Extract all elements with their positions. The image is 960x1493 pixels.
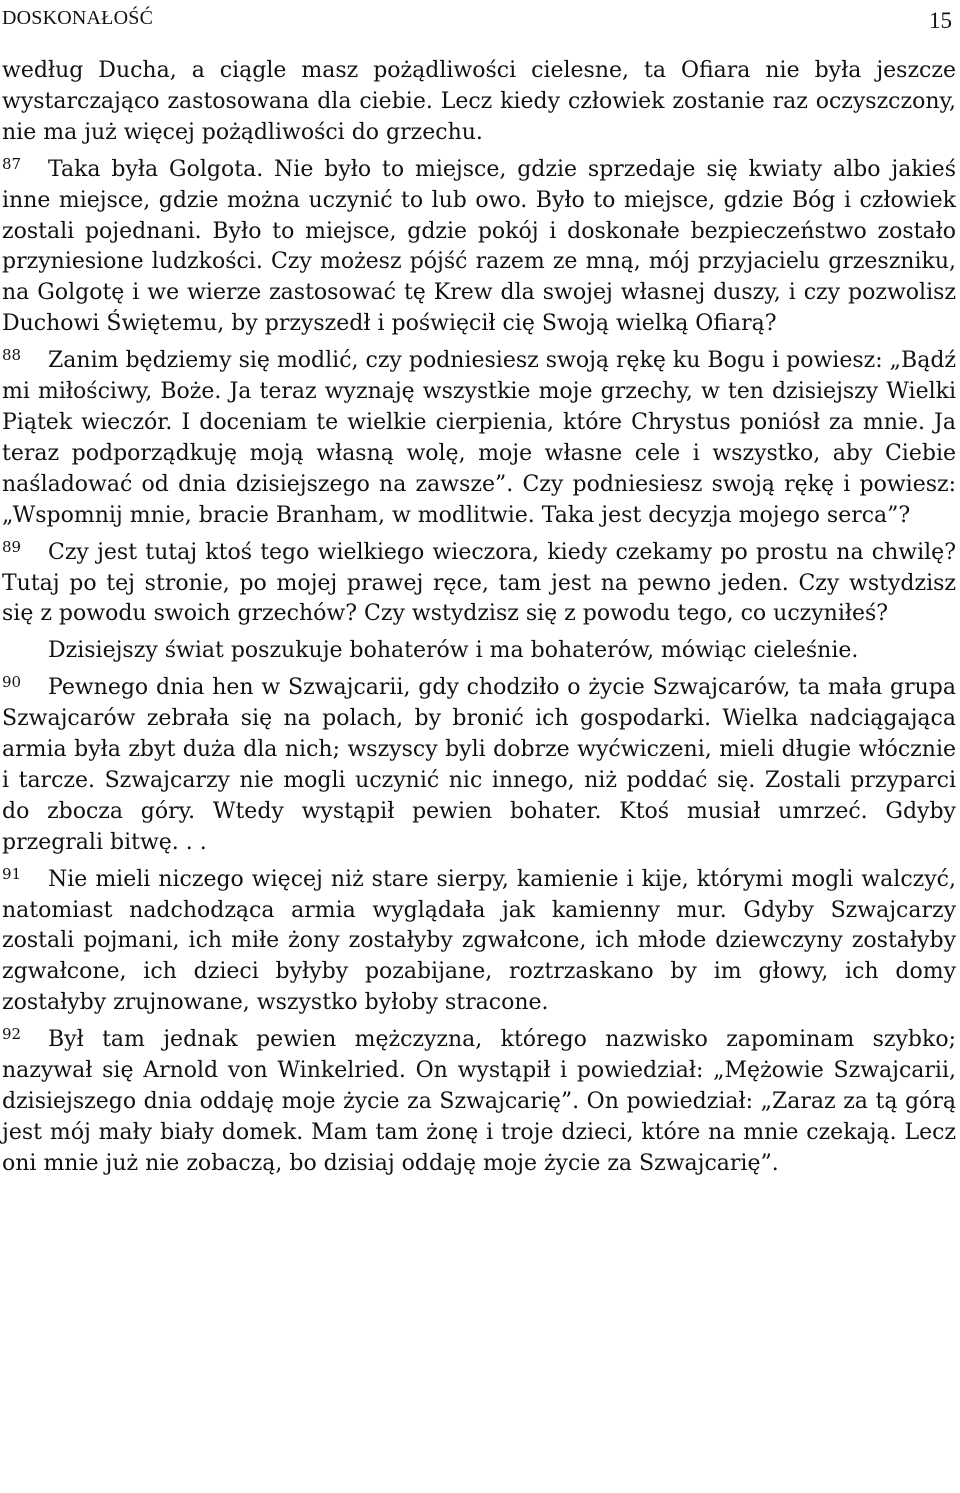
paragraph-text: według Ducha, a ciągle masz pożądliwości cielesne, ta Ofiara nie była jeszcze wystarczająco zastosowana dla ciebie. Lecz kiedy człowiek zostanie raz oczyszczony, nie ma już więcej pożądliwości do grzechu. (2, 58, 956, 145)
paragraph-number: 90 (2, 673, 22, 692)
paragraph-text: Pewnego dnia hen w Szwajcarii, gdy chodziło o życie Szwajcarów, ta mała grupa Szwajcarów zebrała się na polach, by bronić ich gospodarki. Wielka nadciągająca armia była zbyt duża dla nich; wszyscy byli dobrze wyćwiczeni, mieli długie włócznie i tarcze. Szwajcarzy nie mogli uczynić nic innego, niż poddać się. Zostali przyparci do zbocza góry. Wtedy wystąpił pewien bohater. Ktoś musiał umrzeć. Gdyby przegrali bitwę. . . (2, 675, 956, 855)
paragraph-text: Dzisiejszy świat poszukuje bohaterów i ma bohaterów, mówiąc cieleśnie. (48, 638, 859, 664)
paragraph-number: 88 (2, 346, 22, 365)
paragraph-number: 92 (2, 1025, 22, 1044)
paragraph-text: Czy jest tutaj ktoś tego wielkiego wieczora, kiedy czekamy po prostu na chwilę? Tutaj po tej stronie, po mojej prawej ręce, tam jest na pewno jeden. Czy wstydzisz się z powodu swoich grzechów? Czy wstydzisz się z powodu tego, co uczyniłeś? (2, 539, 956, 627)
paragraph-text: Taka była Golgota. Nie było to miejsce, gdzie sprzedaje się kwiaty albo jakieś inne miejsce, gdzie można uczynić to lub owo. Było to miejsce, gdzie Bóg i człowiek zostali pojednani. Było to miejsce, gdzie pokój i doskonałe bezpieczeństwo zostało przyniesione ludzkości. Czy możesz pójść razem ze mną, mój przyjacielu grzeszniku, na Golgotę i we wierze zastosować tę Krew dla swojej własnej duszy, i czy pozwolisz Duchowi Świętemu, by przyszedł i poświęcił cię Swoją wielką Ofiarą? (2, 156, 956, 337)
paragraph-text: Zanim będziemy się modlić, czy podniesiesz swoją rękę ku Bogu i powiesz: „Bądź mi miłościwy, Boże. Ja teraz wyznaję wszystkie moje grzechy, w ten dzisiejszy Wielki Piątek wieczór. I doceniam te wielkie cierpienia, które Chrystus poniósł za mnie. Ja teraz podporządkuję moją własną wolę, moje własne cele i wszystko, aby Ciebie naśladować od dnia dzisiejszego na zawsze”. Czy podniesiesz swoją rękę i powiesz: „Wspomnij mnie, bracie Branham, w modlitwie. Taka jest decyzja mojego serca”? (2, 348, 956, 528)
paragraph-89 (2, 538, 956, 631)
page-number: 15 (929, 8, 952, 33)
paragraph-text: Był tam jednak pewien mężczyzna, którego nazwisko zapominam szybko; nazywał się Arnold von Winkelried. On wystąpił i powiedział: „Mężowie Szwajcarii, dzisiejszego dnia oddaję moje życie za Szwajcarię”. On powiedział: „Zaraz za tą górą jest mój mały biały domek. Mam tam żonę i troje dzieci, które na mnie czekają. Lecz oni mnie już nie zobaczą, bo dzisiaj oddaję moje życie za Szwajcarię”. (2, 1027, 956, 1176)
paragraph-92 (2, 1025, 956, 1180)
paragraph-91 (2, 865, 956, 1020)
paragraph-text: Nie mieli niczego więcej niż stare sierpy, kamienie i kije, którymi mogli walczyć, natomiast nadchodząca armia wyglądała jak kamienny mur. Gdyby Szwajcarzy zostali pojmani, ich miłe żony zostałyby zgwałcone, ich młode dziewczyny zostałyby zgwałcone, ich dzieci byłyby pozabijane, roztrzaskano by im głowy, ich domy zostałyby zrujnowane, wszystko byłoby stracone. (2, 866, 956, 1016)
paragraph-87 (2, 155, 956, 340)
running-title: DOSKONAŁOŚĆ (2, 7, 154, 29)
paragraph-continuation (2, 56, 956, 149)
paragraph-number: 91 (2, 864, 22, 883)
paragraph-number: 89 (2, 537, 22, 556)
page-header (0, 0, 960, 40)
paragraph-90 (2, 673, 956, 858)
paragraph-number: 87 (2, 154, 22, 173)
body-text (2, 56, 956, 1180)
paragraph-88 (2, 346, 956, 531)
paragraph-indented (2, 636, 956, 667)
